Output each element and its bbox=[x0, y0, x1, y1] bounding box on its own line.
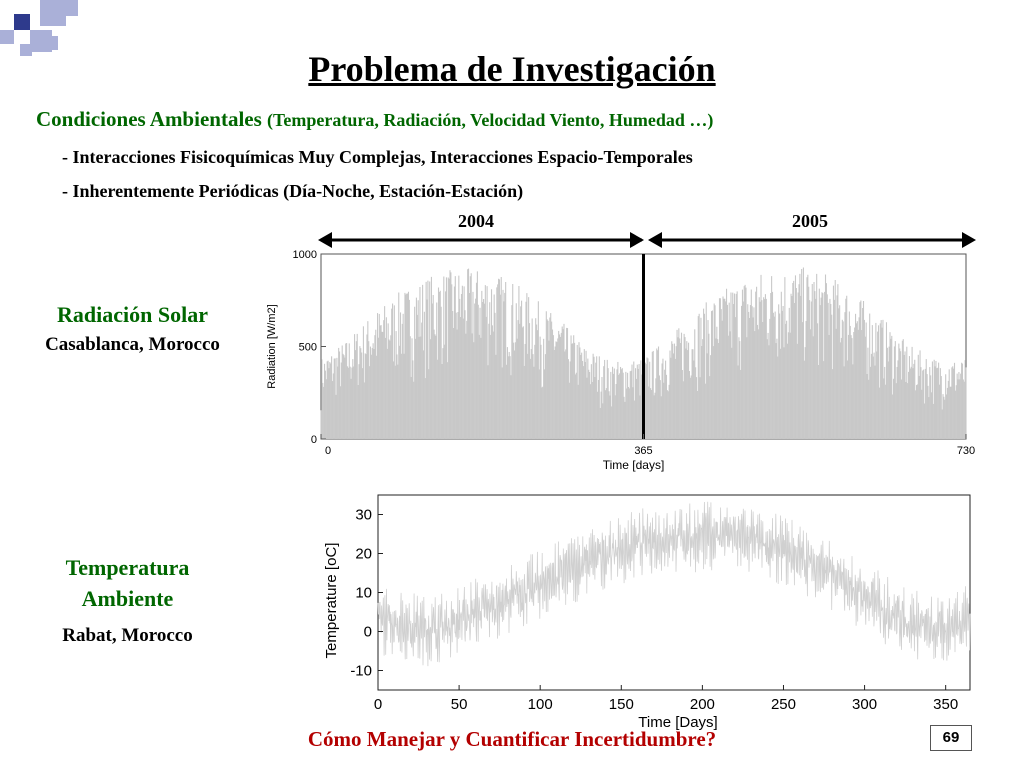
temperature-x-tick-label: 350 bbox=[933, 696, 959, 713]
temperature-label-line1: Temperatura bbox=[65, 555, 190, 580]
radiation-x-tick-label: 365 bbox=[634, 445, 653, 457]
temperature-label-line2: Ambiente bbox=[81, 586, 174, 611]
temperature-x-tick-label: 100 bbox=[527, 696, 553, 713]
temperature-x-tick-label: 0 bbox=[373, 696, 383, 713]
radiation-y-tick-label: 1000 bbox=[292, 249, 317, 261]
radiation-y-tick-label: 500 bbox=[298, 341, 317, 354]
subtitle-parenthetical: (Temperatura, Radiación, Velocidad Viento, Humedad …) bbox=[267, 110, 714, 130]
temperature-x-tick-label: 300 bbox=[852, 696, 878, 713]
temperature-y-tick-label: -10 bbox=[350, 662, 372, 680]
radiation-y-tick-label: 0 bbox=[310, 434, 317, 446]
radiation-chart bbox=[255, 240, 995, 480]
research-question: Cómo Manejar y Cuantificar Incertidumbre? bbox=[307, 727, 717, 751]
temperature-x-tick-label: 50 bbox=[450, 696, 468, 713]
page-title: Problema de Investigación bbox=[308, 49, 716, 89]
radiation-x-tick-label: 0 bbox=[325, 445, 332, 457]
temperature-chart bbox=[310, 485, 990, 730]
temperature-x-tick-label: 150 bbox=[608, 696, 634, 713]
temperature-label-location: Rabat, Morocco bbox=[62, 625, 193, 646]
temperature-y-tick-label: 10 bbox=[355, 584, 372, 602]
radiation-x-tick-label: 730 bbox=[956, 445, 976, 457]
temperature-y-tick-label: 0 bbox=[363, 623, 372, 641]
temperature-y-tick-label: 20 bbox=[355, 545, 372, 563]
temperature-x-tick-label: 200 bbox=[689, 696, 715, 713]
radiation-y-axis-label: Radiation [W/m2] bbox=[266, 304, 278, 389]
radiation-label-location: Casablanca, Morocco bbox=[45, 334, 220, 355]
temperature-y-axis-label: Temperature [oC] bbox=[323, 542, 340, 659]
temperature-x-axis-label: Time [Days] bbox=[638, 714, 718, 730]
temperature-y-tick-label: 30 bbox=[355, 506, 372, 524]
bullet-periodic: - Inherentemente Periódicas (Día-Noche, Estación-Estación) bbox=[62, 181, 524, 201]
radiation-x-axis-label: Time [days] bbox=[602, 458, 665, 472]
subtitle-main-text: Condiciones Ambientales bbox=[36, 107, 262, 131]
bullet-interactions: - Interacciones Fisicoquímicas Muy Complejas, Interacciones Espacio-Temporales bbox=[62, 147, 693, 167]
year-label-2005: 2005 bbox=[792, 211, 828, 231]
temperature-plot-frame bbox=[378, 495, 970, 690]
year-label-2004: 2004 bbox=[458, 211, 494, 231]
radiation-label-title: Radiación Solar bbox=[57, 302, 208, 327]
temperature-x-tick-label: 250 bbox=[770, 696, 796, 713]
page-number: 69 bbox=[930, 725, 972, 751]
